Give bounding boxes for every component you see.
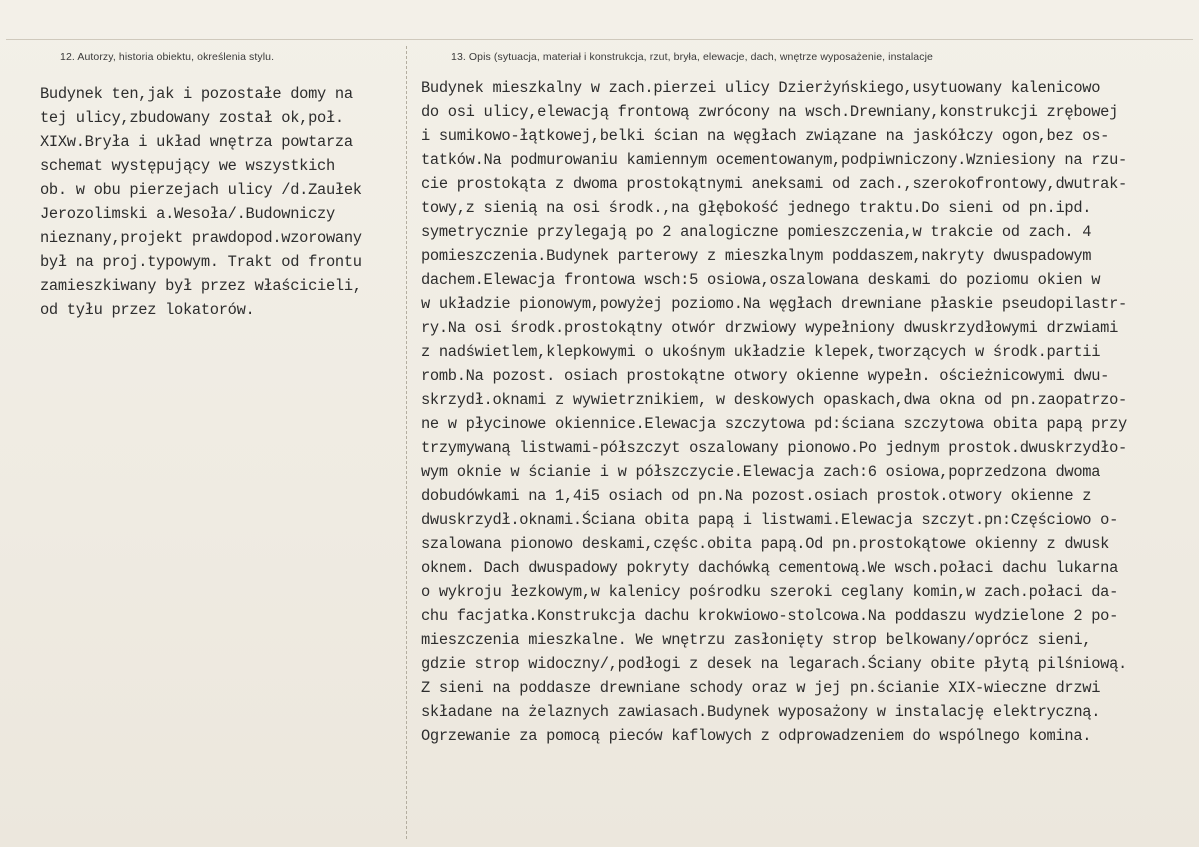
section-13-line: gdzie strop widoczny/,podłogi z desek na legarach.Ściany obite płytą pilśniową. — [421, 655, 1127, 673]
section-12-line: ob. w obu pierzejach ulicy /d.Zaułek — [40, 181, 362, 199]
section-12-line: nieznany,projekt prawdopod.wzorowany — [40, 229, 362, 247]
section-13-line: w układzie pionowym,powyżej poziomo.Na węgłach drewniane płaskie pseudopilastr- — [421, 295, 1127, 313]
section-13-line: Ogrzewanie za pomocą pieców kaflowych z odprowadzeniem do wspólnego komina. — [421, 727, 1092, 745]
section-13-line: dwuskrzydł.oknami.Ściana obita papą i listwami.Elewacja szczyt.pn:Częściowo o- — [421, 511, 1118, 529]
section-13-line: towy,z sienią na osi środk.,na głębokość jednego traktu.Do sieni od pn.ipd. — [421, 199, 1092, 217]
section-13-line: szalowana pionowo deskami,częśc.obita papą.Od pn.prostokątowe okienny z dwusk — [421, 535, 1110, 553]
section-13-line: pomieszczenia.Budynek parterowy z mieszkalnym poddaszem,nakryty dwuspadowym — [421, 247, 1092, 265]
section-13-line: składane na żelaznych zawiasach.Budynek wyposażony w instalację elektryczną. — [421, 703, 1101, 721]
section-12-line: był na proj.typowym. Trakt od frontu — [40, 253, 362, 271]
section-13-line: skrzydł.oknami z wywietrznikiem, w deskowych opaskach,dwa okna od pn.zaopatrzo- — [421, 391, 1127, 409]
section-12-line: zamieszkiwany był przez właścicieli, — [40, 277, 362, 295]
column-divider-line — [406, 46, 407, 839]
section-12-line: od tyłu przez lokatorów. — [40, 301, 255, 319]
section-13-line: Z sieni na poddasze drewniane schody oraz w jej pn.ścianie XIX-wieczne drzwi — [421, 679, 1101, 697]
section-12-line: Budynek ten,jak i pozostałe domy na — [40, 85, 353, 103]
section-13-line: cie prostokąta z dwoma prostokątnymi aneksami od zach.,szerokofrontowy,dwutrak- — [421, 175, 1127, 193]
section-13-line: dachem.Elewacja frontowa wsch:5 osiowa,oszalowana deskami do poziomu okien w — [421, 271, 1101, 289]
section-13-line: symetrycznie przylegają po 2 analogiczne pomieszczenia,w trakcie od zach. 4 — [421, 223, 1092, 241]
section-12-heading: 12. Autorzy, historia obiektu, określenia stylu. — [60, 51, 275, 63]
section-13-line: romb.Na pozost. osiach prostokątne otwory okienne wypełn. ościeżnicowymi dwu- — [421, 367, 1110, 385]
section-13-line: tatków.Na podmurowaniu kamiennym ocementowanym,podpiwniczony.Wzniesiony na rzu- — [421, 151, 1127, 169]
section-13-line: o wykroju łezkowym,w kalenicy pośrodku szeroki ceglany komin,w zach.połaci da- — [421, 583, 1118, 601]
section-13-line: Budynek mieszkalny w zach.pierzei ulicy Dzierżyńskiego,usytuowany kalenicowo — [421, 79, 1101, 97]
section-13-line: z nadświetlem,klepkowymi o ukośnym układzie klepek,tworzących w środk.partii — [421, 343, 1101, 361]
section-13-line: dobudówkami na 1,4i5 osiach od pn.Na pozost.osiach prostok.otwory okienne z — [421, 487, 1092, 505]
section-13-line: trzymywaną listwami-półszczyt oszalowany pionowo.Po jednym prostok.dwuskrzydło- — [421, 439, 1127, 457]
section-13-line: ne w płycinowe okiennice.Elewacja szczytowa pd:ściana szczytowa obita papą przy — [421, 415, 1127, 433]
section-13-line: chu facjatka.Konstrukcja dachu krokwiowo-stolcowa.Na poddaszu wydzielone 2 po- — [421, 607, 1118, 625]
section-13-line: oknem. Dach dwuspadowy pokryty dachówką cementową.We wsch.połaci dachu lukarna — [421, 559, 1118, 577]
section-13-line: do osi ulicy,elewacją frontową zwrócony na wsch.Drewniany,konstrukcji zrębowej — [421, 103, 1118, 121]
section-12-line: schemat występujący we wszystkich — [40, 157, 335, 175]
section-12-line: XIXw.Bryła i układ wnętrza powtarza — [40, 133, 353, 151]
section-12-line: Jerozolimski a.Wesoła/.Budowniczy — [40, 205, 335, 223]
section-13-heading: 13. Opis (sytuacja, materiał i konstrukcja, rzut, bryła, elewacje, dach, wnętrze wyposażenie, instalacje — [451, 51, 933, 63]
section-12-line: tej ulicy,zbudowany został ok,poł. — [40, 109, 344, 127]
section-13-line: wym oknie w ścianie i w półszczycie.Elewacja zach:6 osiowa,poprzedzona dwoma — [421, 463, 1101, 481]
section-13-line: i sumikowo-łątkowej,belki ścian na węgłach związane na jaskółczy ogon,bez os- — [421, 127, 1110, 145]
section-13-line: mieszczenia mieszkalne. We wnętrzu zasłonięty strop belkowany/oprócz sieni, — [421, 631, 1092, 649]
section-13-line: ry.Na osi środk.prostokątny otwór drzwiowy wypełniony dwuskrzydłowymi drzwiami — [421, 319, 1118, 337]
top-divider-line — [6, 39, 1193, 40]
